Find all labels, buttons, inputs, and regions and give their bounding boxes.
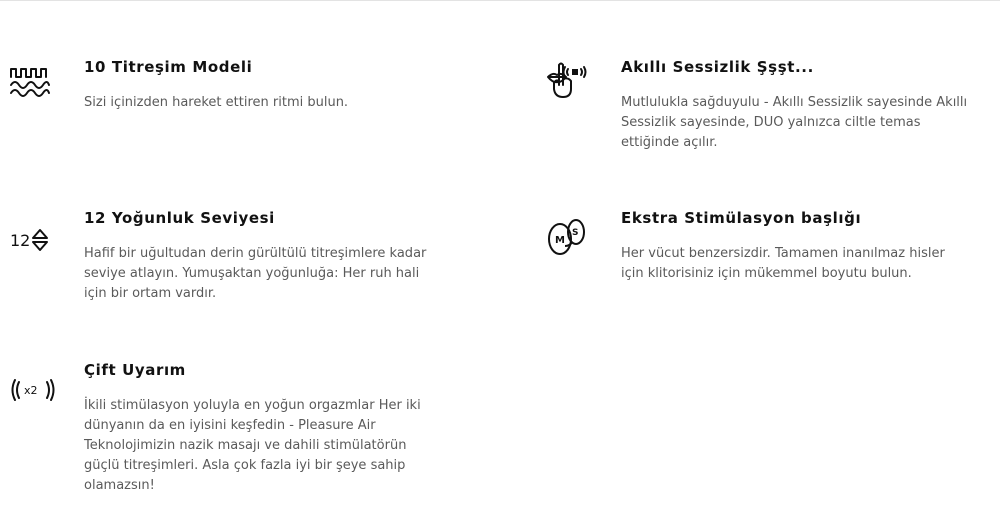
dual-stimulation-icon [9,360,59,410]
feature-title: Çift Uyarım [84,361,186,379]
feature-description: Mutlulukla sağduyulu - Akıllı Sessizlik sayesinde Akıllı Sessizlik sayesinde, DUO yalnızca ciltle temas ettiğinde açılır. [621,95,968,150]
small-size-label: S [572,228,579,238]
feature-description: Sizi içinizden hareket ettiren ritmi bulun. [84,95,349,110]
feature-title: Akıllı Sessizlik Şşşt... [621,58,814,76]
feature-description: İkili stimülasyon yoluyla en yoğun orgazmlar Her iki dünyanın da en iyisini keşfedin - Pleasure Air Teknolojimizin nazik masajı ve dahili stimülatörün güçlü titreşimleri. Asla çok fazla iyi bir şeye sahip olamazsın! [84,398,421,493]
feature-title: 12 Yoğunluk Seviyesi [84,209,275,227]
vibration-waves-icon [9,57,59,107]
smart-silence-shh-icon [546,57,596,107]
dual-icon-label: x2 [24,384,38,397]
stimulation-head-sizes-icon [546,208,596,258]
intensity-levels-icon [9,208,59,258]
feature-description: Her vücut benzersizdir. Tamamen inanılmaz hisler için klitorisiniz için mükemmel boyutu bulun. [621,246,945,281]
medium-size-label: M [555,235,565,246]
intensity-icon-number: 12 [10,231,31,250]
top-divider [0,0,1000,1]
feature-title: 10 Titreşim Modeli [84,58,253,76]
feature-title: Ekstra Stimülasyon başlığı [621,209,862,227]
feature-description: Hafif bir uğultudan derin gürültülü titreşimlere kadar seviye atlayın. Yumuşaktan yoğunluğa: Her ruh hali için bir ortam vardır. [84,246,427,301]
